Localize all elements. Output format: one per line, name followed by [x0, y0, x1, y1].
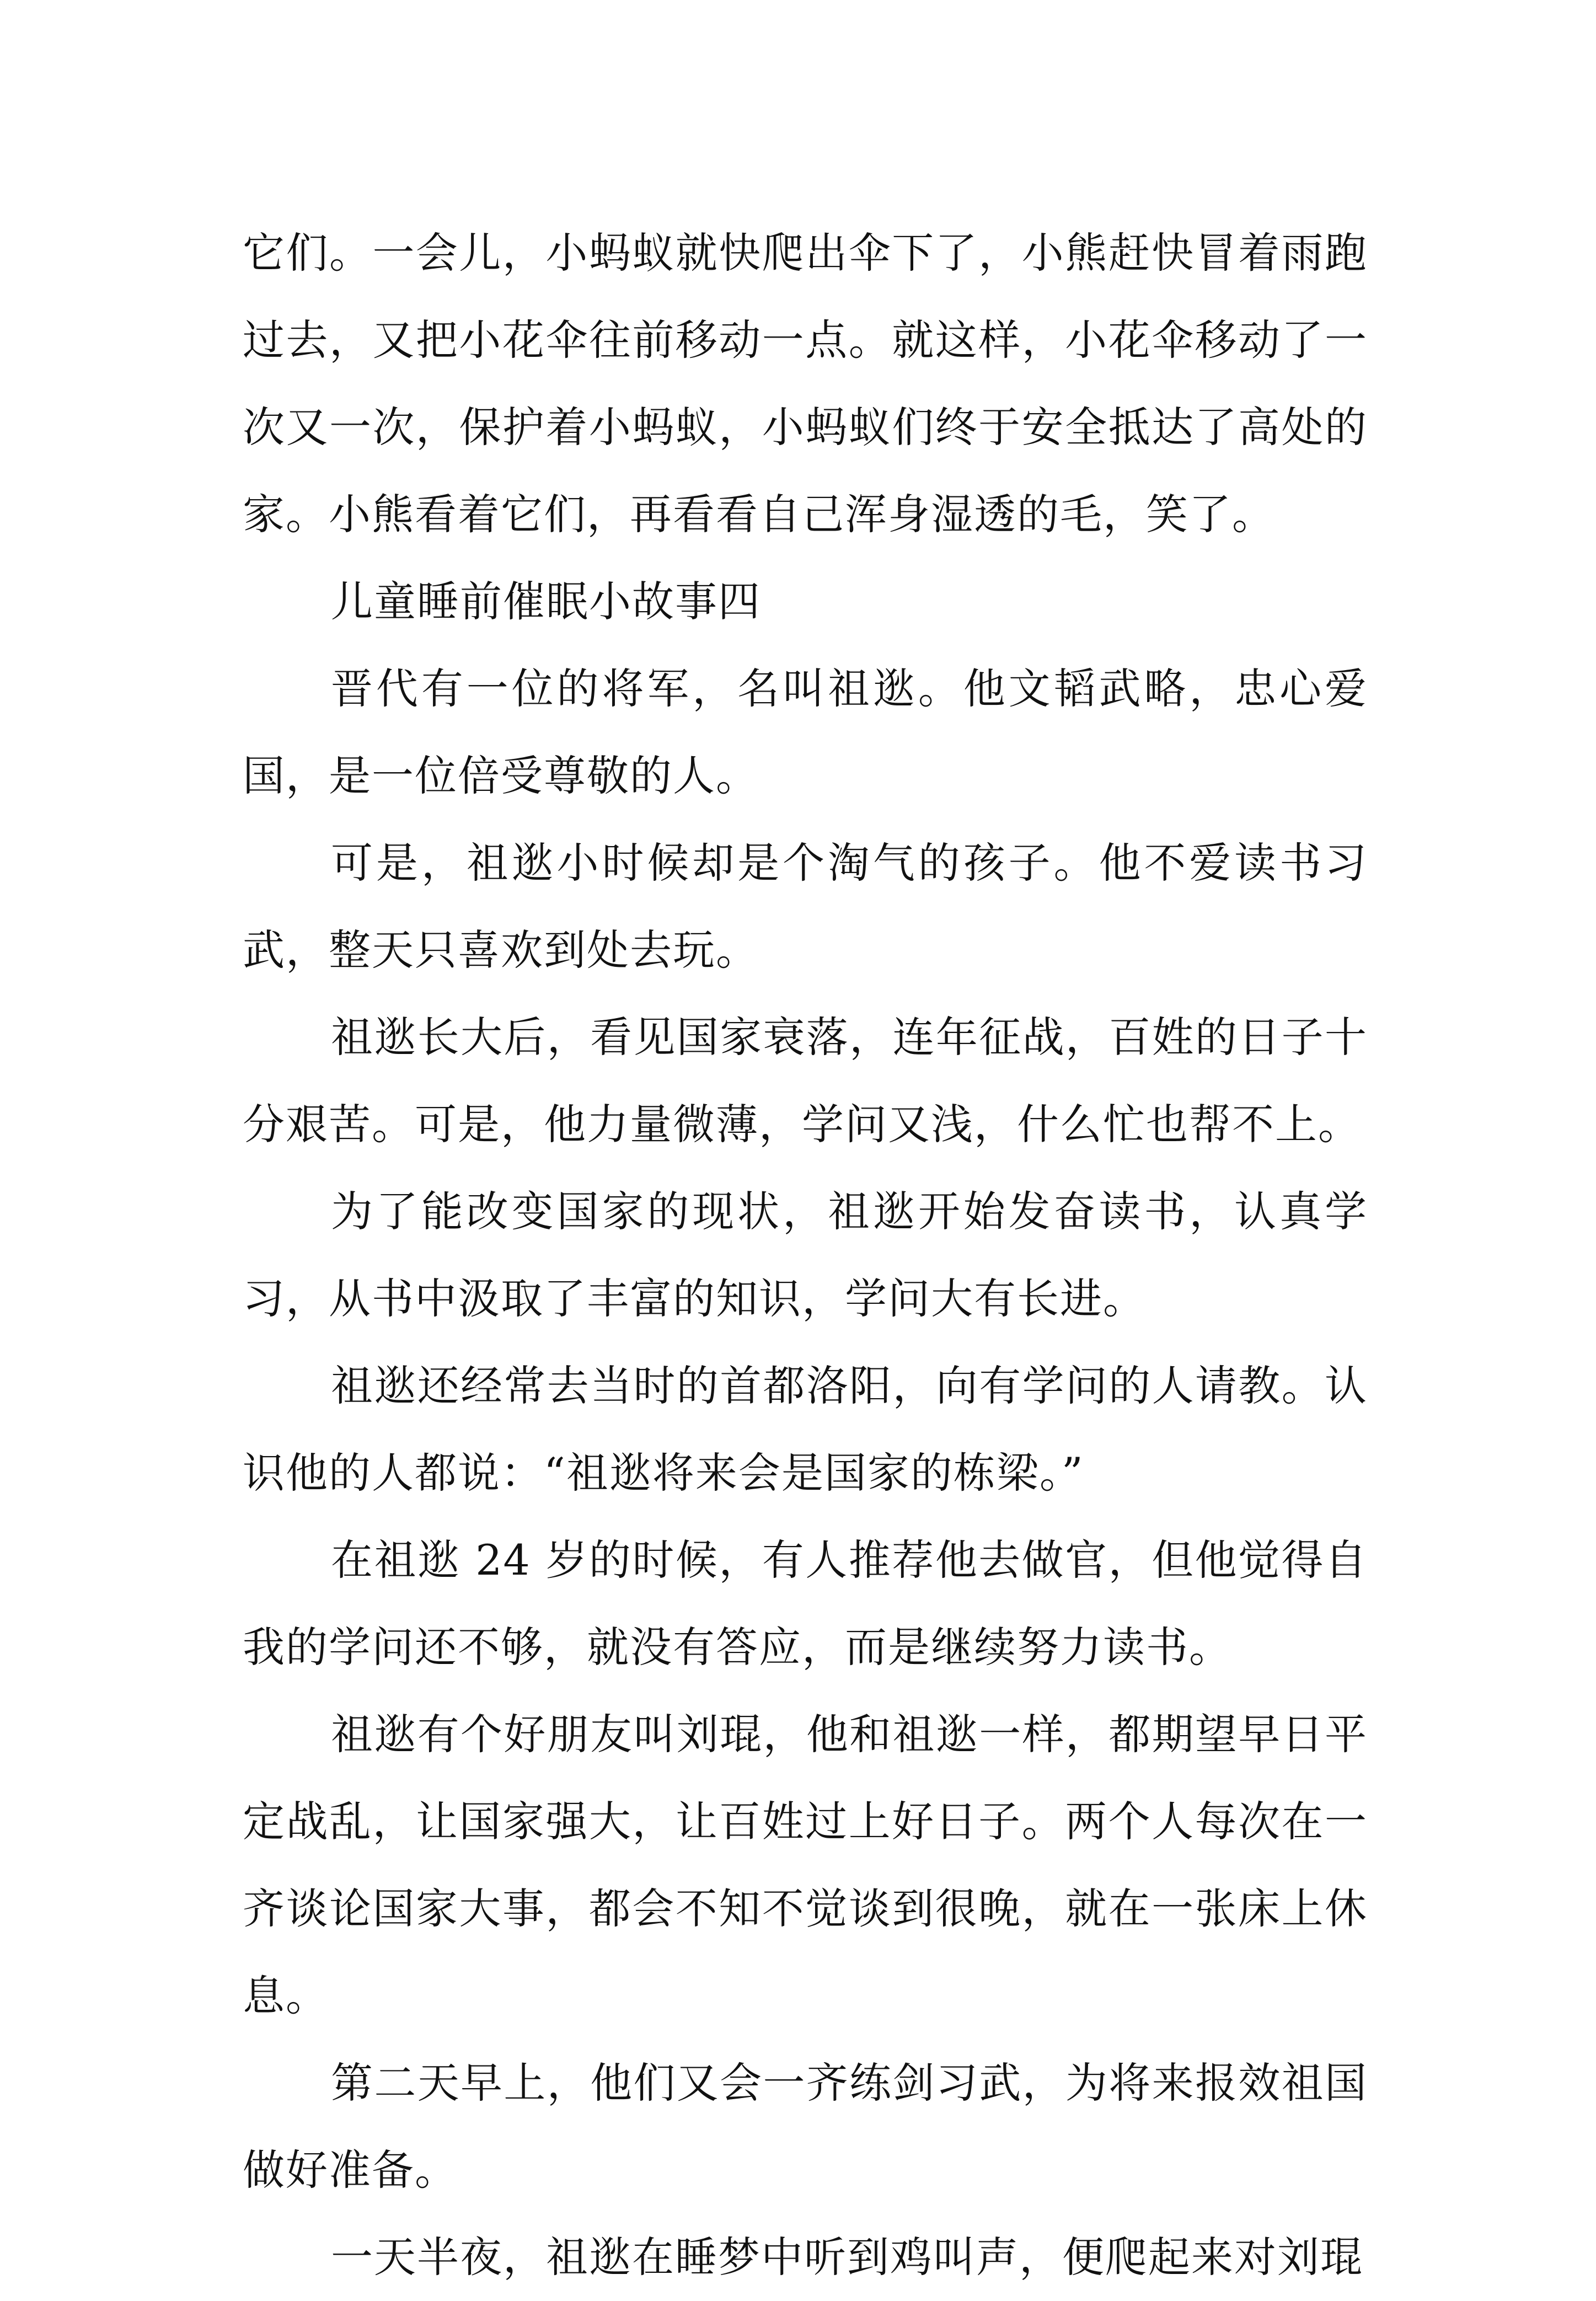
paragraph: 它们。一会儿，小蚂蚁就快爬出伞下了，小熊赶快冒着雨跑过去，又把小花伞往前移动一点。就这样，小花伞移动了一次又一次，保护着小蚂蚁，小蚂蚁们终于安全抵达了高处的家。小熊看着它们，再看看自己浑身湿透的毛，笑了。	[243, 228, 1368, 539]
paragraph: 祖逖长大后，看见国家衰落，连年征战，百姓的日子十分艰苦。可是，他力量微薄，学问又浅，什么忙也帮不上。	[243, 1013, 1368, 1149]
paragraph: 祖逖有个好朋友叫刘琨，他和祖逖一样，都期望早日平定战乱，让国家强大，让百姓过上好日子。两个人每次在一齐谈论国家大事，都会不知不觉谈到很晚，就在一张床上休息。	[243, 1710, 1368, 2020]
document-body	[243, 210, 1368, 2301]
section-heading: 儿童睡前催眠小故事四	[331, 577, 761, 626]
paragraph: 祖逖还经常去当时的首都洛阳，向有学问的人请教。认识他的人都说：“祖逖将来会是国家的栋梁。”	[243, 1361, 1368, 1497]
paragraph: 第二天早上，他们又会一齐练剑习武，为将来报效祖国做好准备。	[243, 2058, 1368, 2195]
paragraph: 可是，祖逖小时候却是个淘气的孩子。他不爱读书习武，整天只喜欢到处去玩。	[243, 838, 1368, 975]
paragraph: 在祖逖 24 岁的时候，有人推荐他去做官，但他觉得自我的学问还不够，就没有答应，而是继续努力读书。	[243, 1535, 1368, 1672]
paragraph: 一天半夜，祖逖在睡梦中听到鸡叫声，便爬起来对刘琨	[331, 2233, 1363, 2282]
paragraph: 晋代有一位的将军，名叫祖逖。他文韬武略，忠心爱国，是一位倍受尊敬的人。	[243, 664, 1368, 800]
paragraph: 为了能改变国家的现状，祖逖开始发奋读书，认真学习，从书中汲取了丰富的知识，学问大有长进。	[243, 1187, 1368, 1323]
